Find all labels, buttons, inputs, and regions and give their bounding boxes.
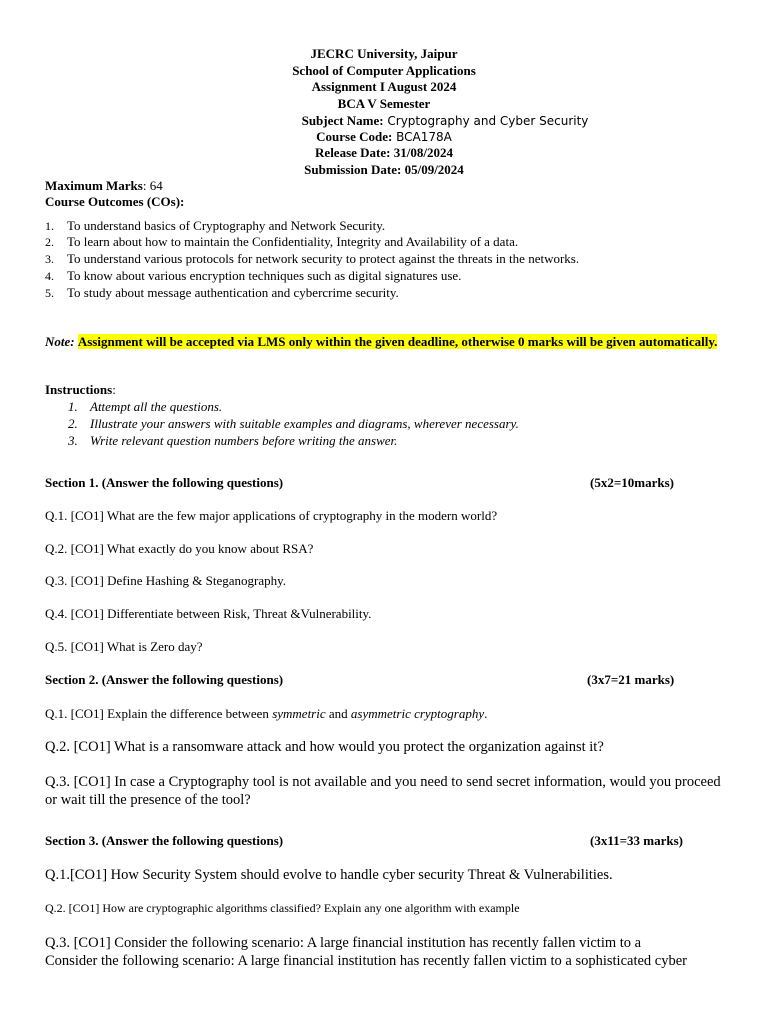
instruction-item: [68, 399, 222, 415]
course-code-label: Course Code:: [316, 129, 393, 144]
release-date: Release Date: 31/08/2024: [315, 145, 453, 160]
instruction-number: 2.: [68, 416, 78, 431]
subject-value: Cryptography and Cyber Security: [383, 114, 589, 128]
section3-marks: (3x11=33 marks): [590, 833, 683, 848]
school-name: School of Computer Applications: [292, 63, 476, 78]
section2-question-2: Q.2. [CO1] What is a ransomware attack and how would you protect the organization against it?: [45, 739, 604, 755]
instruction-text: Write relevant question numbers before writing the answer.: [90, 433, 398, 448]
max-marks-label: Maximum Marks: [45, 178, 143, 193]
max-marks-value: : 64: [142, 178, 163, 193]
section1-marks: (5x2=10marks): [590, 475, 674, 490]
note-text: Assignment will be accepted via LMS only within the given deadline, otherwise 0 marks will be given automatically.: [77, 334, 718, 349]
section1-question: Q.2. [CO1] What exactly do you know about RSA?: [45, 541, 314, 556]
section1-question: Q.3. [CO1] Define Hashing & Steganography.: [45, 573, 287, 588]
max-marks-line: [45, 178, 163, 194]
section1-title: Section 1. (Answer the following questions): [45, 475, 284, 490]
submission-date: Submission Date: 05/09/2024: [304, 162, 464, 177]
section2-question-1: [45, 706, 487, 722]
co-number: 4.: [45, 269, 54, 283]
note-label: Note:: [45, 334, 75, 349]
instruction-number: 1.: [68, 399, 78, 414]
section3-title: Section 3. (Answer the following questions): [45, 833, 284, 848]
co-number: 2.: [45, 235, 54, 249]
instructions-heading: Instructions: [45, 382, 113, 397]
co-item: [45, 285, 399, 301]
q1-and: and: [325, 706, 351, 721]
q1-term-symmetric: symmetric: [272, 706, 326, 721]
q1-prefix: Q.1. [CO1] Explain the difference between: [45, 706, 273, 721]
semester: BCA V Semester: [337, 96, 431, 111]
q1-term-asymmetric: asymmetric cryptography: [350, 706, 485, 721]
co-text: To know about various encryption techniques such as digital signatures use.: [67, 268, 462, 283]
co-item: [45, 251, 579, 267]
section1-question: Q.5. [CO1] What is Zero day?: [45, 639, 203, 654]
subject-label: Subject Name:: [301, 113, 384, 128]
co-number: 3.: [45, 252, 54, 266]
instructions-heading-line: [45, 382, 116, 398]
course-code-line: [0, 129, 768, 145]
assignment-title: Assignment I August 2024: [311, 79, 457, 94]
section1-question: Q.4. [CO1] Differentiate between Risk, Threat &Vulnerability.: [45, 606, 372, 621]
section3-question-3-line2: Consider the following scenario: A large financial institution has recently fallen victim to a sophisticated cyber: [45, 953, 687, 969]
section3-question-1: Q.1.[CO1] How Security System should evolve to handle cyber security Threat & Vulnerabilities.: [45, 867, 613, 883]
instruction-text: Illustrate your answers with suitable examples and diagrams, wherever necessary.: [90, 416, 519, 431]
section2-question-3: Q.3. [CO1] In case a Cryptography tool is not available and you need to send secret information, would you proceed or wait till the presence of the tool?: [45, 774, 721, 808]
instruction-text: Attempt all the questions.: [90, 399, 223, 414]
subject-line: [61, 113, 768, 129]
co-text: To understand basics of Cryptography and Network Security.: [67, 218, 386, 233]
instruction-item: [68, 433, 397, 449]
co-text: To understand various protocols for network security to protect against the threats in the networks.: [67, 251, 580, 266]
q1-end: .: [484, 706, 488, 721]
co-item: [45, 268, 461, 284]
section3-question-3-line1: Q.3. [CO1] Consider the following scenario: A large financial institution has recently fallen victim to a: [45, 935, 642, 951]
note-paragraph: [45, 333, 722, 350]
instruction-number: 3.: [68, 433, 78, 448]
co-text: To study about message authentication and cybercrime security.: [67, 285, 399, 300]
university-name: JECRC University, Jaipur: [310, 46, 458, 61]
course-code-value: BCA178A: [392, 130, 452, 144]
co-item: [45, 218, 385, 234]
instruction-item: [68, 416, 519, 432]
section1-question: Q.1. [CO1] What are the few major applications of cryptography in the modern world?: [45, 508, 498, 523]
co-number: 1.: [45, 219, 54, 233]
instructions-colon: :: [112, 382, 116, 397]
course-outcomes-heading: Course Outcomes (COs):: [45, 194, 185, 209]
section2-marks: (3x7=21 marks): [587, 672, 675, 687]
co-item: [45, 234, 518, 250]
section3-question-2: Q.2. [CO1] How are cryptographic algorithms classified? Explain any one algorithm with example: [45, 901, 520, 915]
section2-title: Section 2. (Answer the following questions): [45, 672, 284, 687]
co-text: To learn about how to maintain the Confidentiality, Integrity and Availability of a data.: [67, 234, 519, 249]
co-number: 5.: [45, 286, 54, 300]
